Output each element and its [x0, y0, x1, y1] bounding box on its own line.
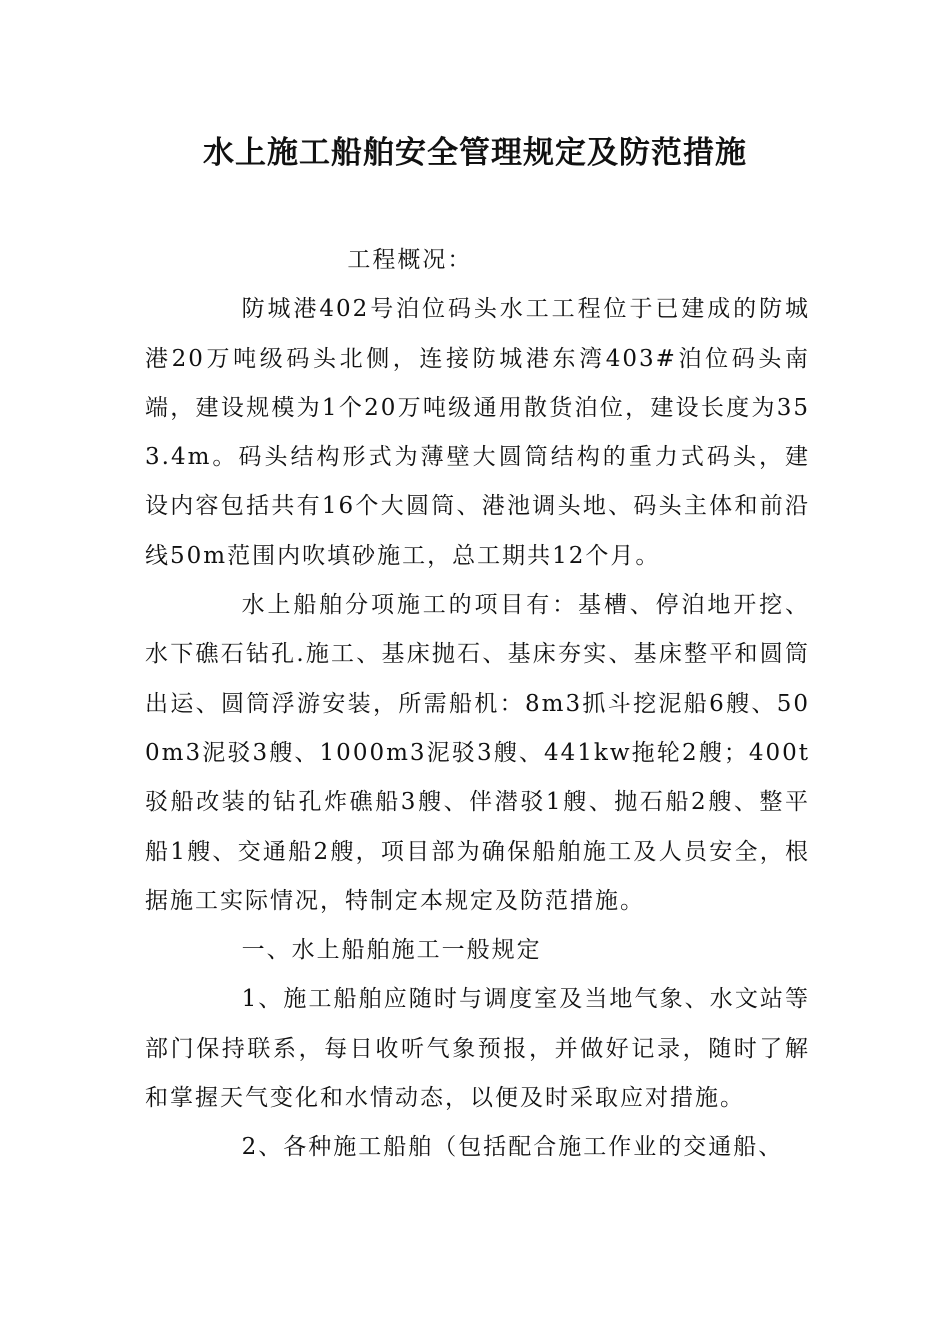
document-title: 水上施工船舶安全管理规定及防范措施 — [203, 135, 747, 171]
paragraph-ship-construction-items: 水上船舶分项施工的项目有：基槽、停泊地开挖、水下礁石钻孔.施工、基床抛石、基床夯实、基床整平和圆筒出运、圆筒浮游安装，所需船机：8m3抓斗挖泥船6艘、500m3泥驳3艘、1000m3泥驳3艘、441kw拖轮2艘；400t驳船改装的钻孔炸礁船3艘、伴潜驳1艘、抛石船2艘、整平船1艘、交通船2艘，项目部为确保船舶施工及人员安全，根据施工实际情况，特制定本规定及防范措施。 — [145, 592, 810, 914]
paragraph-rule-1: 1、施工船舶应随时与调度室及当地气象、水文站等部门保持联系，每日收听气象预报，并做好记录，随时了解和掌握天气变化和水情动态，以便及时采取应对措施。 — [145, 986, 810, 1112]
paragraph-rule-2: 2、各种施工船舶（包括配合施工作业的交通船、 — [241, 1134, 784, 1161]
paragraph-project-overview-heading: 工程概况： — [347, 247, 473, 273]
paragraph-section-one-heading: 一、水上船舶施工一般规定 — [241, 937, 542, 964]
document-body — [145, 236, 810, 1173]
paragraph-project-description: 防城港402号泊位码头水工工程位于已建成的防城港20万吨级码头北侧，连接防城港东湾403#泊位码头南端，建设规模为1个20万吨级通用散货泊位，建设长度为353.4m。码头结构形式为薄壁大圆筒结构的重力式码头，建设内容包括共有16个大圆筒、港池调头地、码头主体和前沿线50m范围内吹填砂施工，总工期共12个月。 — [145, 296, 810, 569]
